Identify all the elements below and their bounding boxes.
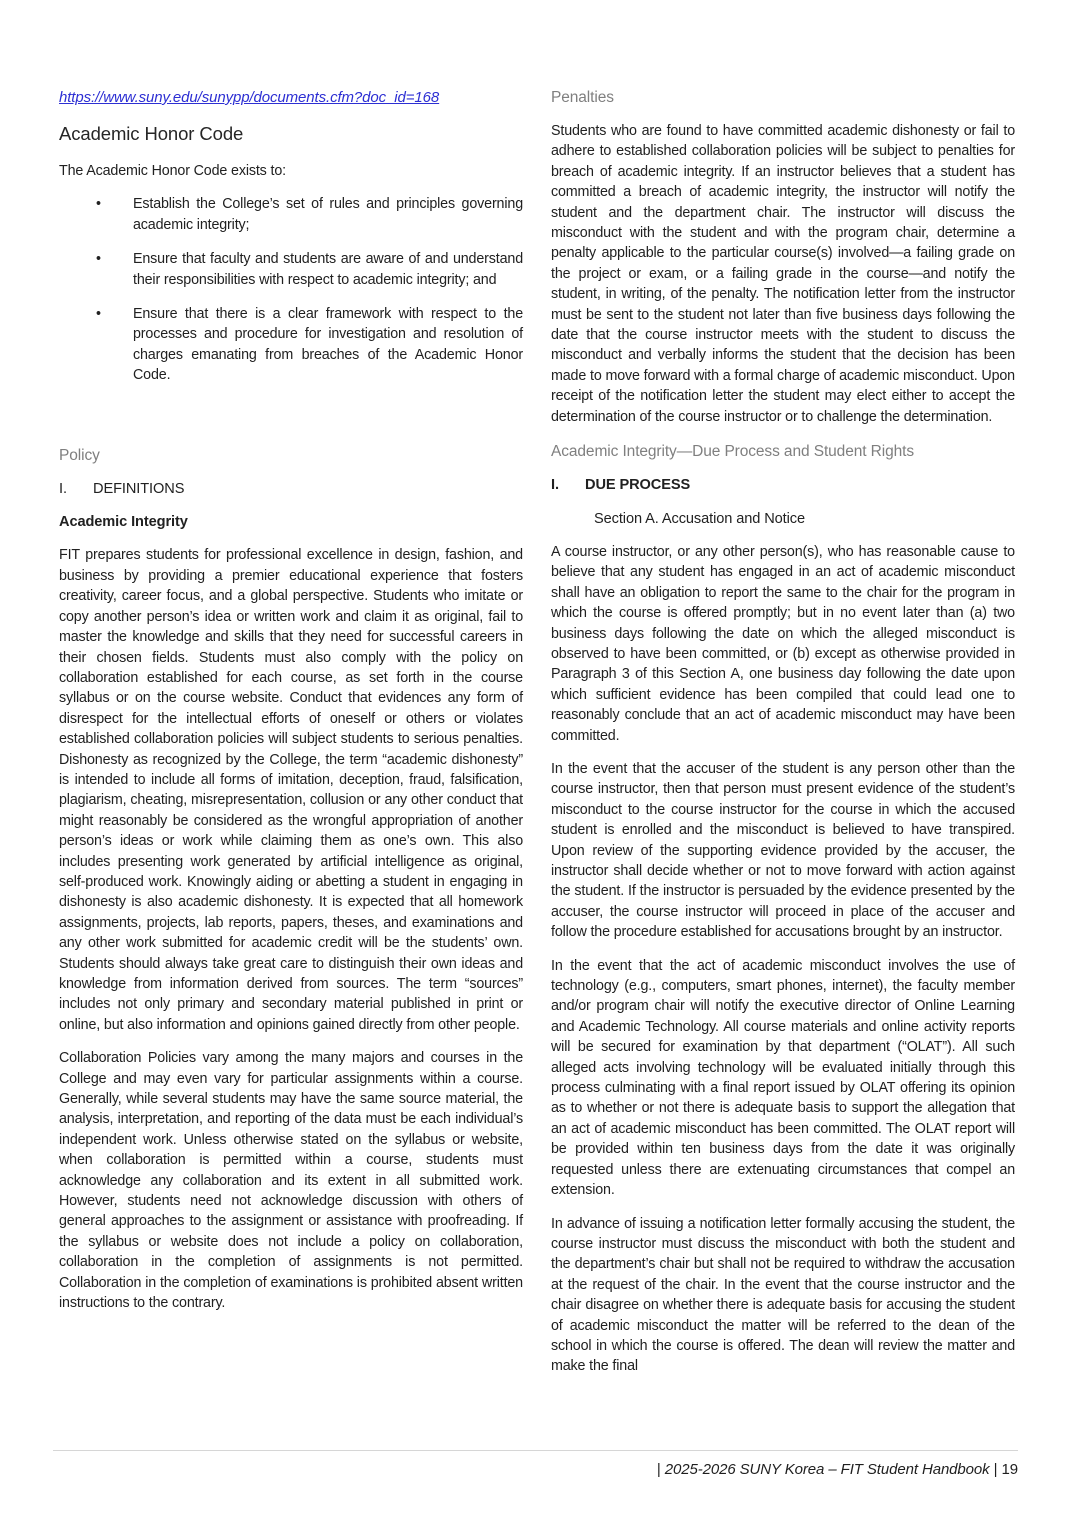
- section-title: Academic Honor Code: [59, 123, 244, 144]
- list-item: [59, 304, 523, 386]
- bullet-text: Establish the College’s set of rules and principles governing academic integrity;: [133, 196, 523, 233]
- right-column: [551, 88, 1015, 1377]
- academic-integrity-subheading: Academic Integrity: [59, 514, 188, 531]
- footer-separator: |: [989, 1461, 1002, 1478]
- footer-page-number: 19: [1001, 1461, 1018, 1478]
- footer-pipe: |: [656, 1461, 665, 1478]
- bullet-icon: •: [96, 196, 102, 213]
- policy-heading: Policy: [59, 446, 100, 464]
- two-column-layout: [59, 88, 1075, 1377]
- penalties-heading: Penalties: [551, 89, 614, 106]
- bullet-text: Ensure that faculty and students are aware of and understand their responsibilities with respect to academic integrity; and: [133, 251, 523, 288]
- section-a-heading: Section A. Accusation and Notice: [594, 510, 805, 527]
- due-process-heading: [551, 475, 1015, 495]
- list-item: [59, 249, 523, 290]
- bullet-icon: •: [96, 306, 102, 323]
- bullet-icon: •: [96, 251, 102, 268]
- roman-numeral: I.: [551, 477, 559, 494]
- footer-handbook-title: 2025-2026 SUNY Korea – FIT Student Handbook: [664, 1461, 990, 1478]
- left-column: [59, 88, 523, 1377]
- roman-numeral: I.: [59, 480, 67, 497]
- due-process-label: DUE PROCESS: [585, 477, 691, 494]
- accusation-notice-paragraph-3: In the event that the act of academic misconduct involves the use of technology (e.g., computers, smart phones, internet), the faculty member and/or program chair will notify the executive director of Online Learning and Academic Technology. All course materials and online activity reports will be secured for examination by that department (“OLAT”). All such alleged acts involving technology will be evaluated initially through this process culminating with a final report issued by OLAT offering its opinion as to whether or not there is adequate basis to support the allegation that an act of academic misconduct has been committed. The OLAT report will be provided within ten business days from the date it was originally requested unless there are extenuating circumstances that compel an extension.: [551, 957, 1015, 1199]
- bullet-text: Ensure that there is a clear framework with respect to the processes and procedure for investigation and resolution of charges emanating from breaches of the Academic Honor Code.: [133, 306, 523, 384]
- collaboration-policies-paragraph: Collaboration Policies vary among the many majors and courses in the College and may even vary for particular assignments within a course. Generally, while several students may have the same source material, the analysis, interpretation, and reporting of the data must be each individual’s independent work. Unless otherwise stated on the syllabus or website, when collaboration is permitted within a course, students must acknowledge any collaboration and its extent in all submitted work. However, students need not acknowledge discussion with others of general approaches to the assignment or assistance with proofreading. If the syllabus or website does not include a policy on collaboration, collaboration in the completion of assignments is not permitted. Collaboration in the completion of examinations is prohibited absent written instructions to the contrary.: [59, 1050, 523, 1312]
- penalties-paragraph: Students who are found to have committed academic dishonesty or fail to adhere to established collaboration policies will be subject to penalties for breach of academic integrity. If an instructor believes that a student has committed a breach of academic integrity, the instructor will notify the student and the department chair. The instructor will discuss the misconduct with the student and with the program chair, determine a penalty applicable to the particular course(s) involved—a failing grade on the project or exam, or a failing grade in the course—and notify the student, in writing, of the penalty. The notification letter from the instructor must be sent to the student not later than five business days following the date that the course instructor meets with the student to discuss the misconduct and verbally informs the student that the decision has been made to move forward with a formal charge of academic misconduct. Upon receipt of the notification letter the student may elect either to accept the determination of the course instructor or to challenge the determination.: [551, 123, 1015, 425]
- honor-code-bullet-list: [59, 194, 523, 385]
- page-footer: [53, 1450, 1018, 1480]
- definitions-heading: [59, 479, 523, 499]
- academic-integrity-paragraph: FIT prepares students for professional excellence in design, fashion, and business by providing a premier educational experience that fosters creativity, career focus, and a global perspective. Students who imitate or copy another person’s idea or written work and claim it as original, fail to master the knowledge and skills that they need for successful careers in their chosen fields. Students must also comply with the policy on collaboration established for each course, as set forth in the course syllabus or on the course website. Conduct that evidences any form of disrespect for the intellectual efforts of oneself or others or violates established collaboration policies will subject students to serious penalties. Dishonesty as recognized by the College, the term “academic dishonesty” is intended to include all forms of imitation, deception, fraud, falsification, plagiarism, cheating, misrepresentation, collusion or any other conduct that might reasonably be considered as the wrongful appropriation of another person’s ideas or work while claiming them as one’s own. This also includes presenting work generated by artificial intelligence as original, self-produced work. Knowingly aiding or abetting a student in engaging in dishonesty is also academic dishonesty. It is expected that all homework assignments, projects, lab reports, papers, theses, and examinations and any other work submitted for academic credit will be the students’ own. Students should always take great care to distinguish their own ideas and knowledge from information derived from sources. The term “sources” includes not only primary and secondary material published in print or online, but also information and opinions gained directly from other people.: [59, 547, 523, 1033]
- link-line: [59, 88, 523, 108]
- intro-text: The Academic Honor Code exists to:: [59, 163, 286, 179]
- accusation-notice-paragraph-1: A course instructor, or any other person(s), who has reasonable cause to believe that any student has engaged in an act of academic misconduct shall have an obligation to report the same to the chair for the program in which the course is offered promptly; but in no event later than (a) two business days following the date on which the alleged misconduct is observed to have been committed, or (b) except as otherwise provided in Paragraph 3 of this Section A, one business day following the date upon which sufficient evidence has been compiled that could lead one to reasonably conclude that an act of academic misconduct may have been committed.: [551, 543, 1015, 744]
- list-item: [59, 194, 523, 235]
- suny-policy-link[interactable]: https://www.suny.edu/sunypp/documents.cfm?doc_id=168: [59, 89, 440, 106]
- accusation-notice-paragraph-2: In the event that the accuser of the student is any person other than the course instructor, then that person must present evidence of the student’s misconduct to the course instructor for the course in which the accused student is enrolled and the misconduct is believed to have transpired. Upon review of the supporting evidence provided by the accuser, the instructor shall decide whether or not to move forward with action against the student. If the instructor is persuaded by the evidence presented by the accuser, the course instructor will proceed in place of the accuser and follow the procedure established for accusations brought by an instructor.: [551, 760, 1015, 941]
- due-process-rights-heading: Academic Integrity—Due Process and Student Rights: [551, 443, 914, 461]
- accusation-notice-paragraph-4: In advance of issuing a notification letter formally accusing the student, the course instructor must discuss the misconduct with both the student and the department’s chair but shall not be required to withdraw the accusation at the request of the chair. In the event that the course instructor and the chair disagree on whether there is adequate basis for accusing the student of academic misconduct the matter will be referred to the dean of the school in which the course is offered. The dean will review the matter and make the final: [551, 1215, 1015, 1375]
- definitions-label: DEFINITIONS: [93, 480, 185, 497]
